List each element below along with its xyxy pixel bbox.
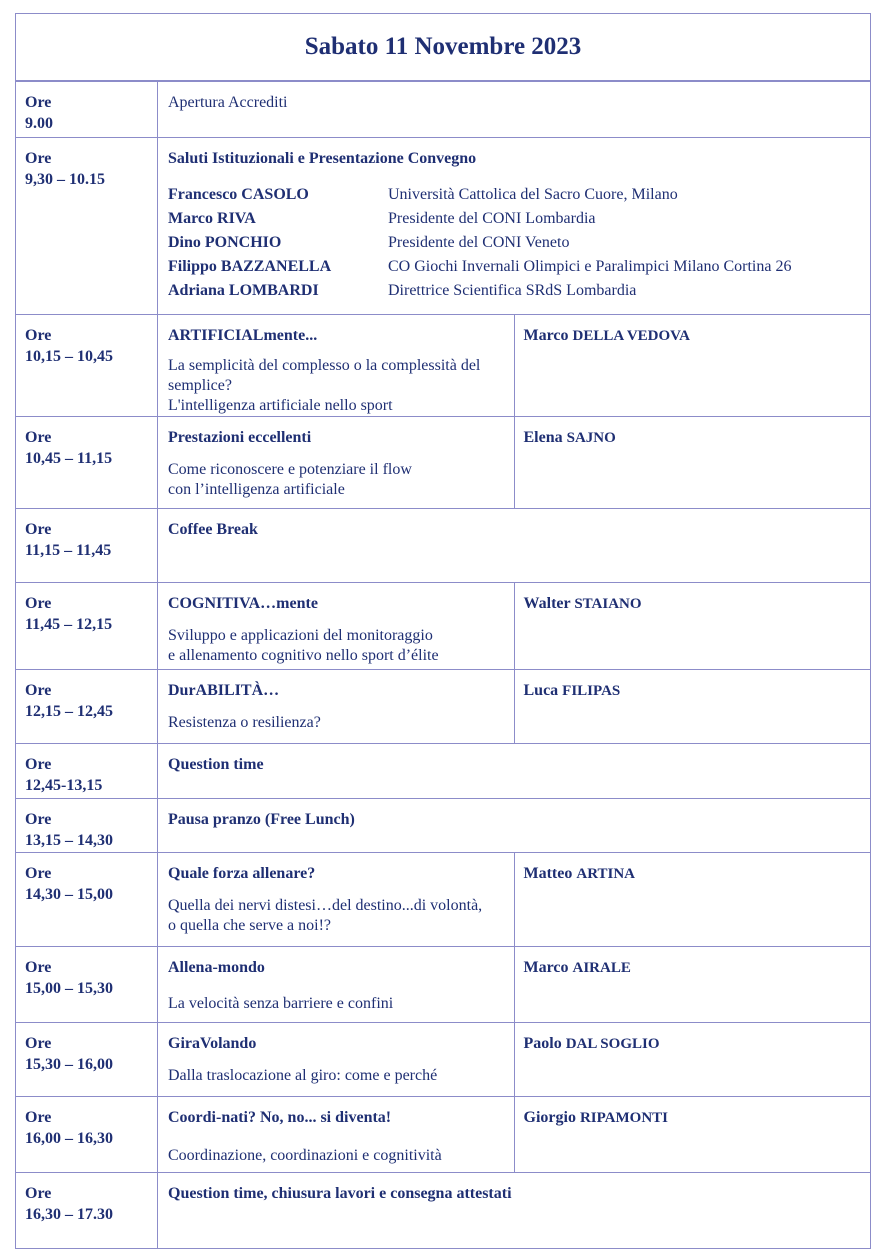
speaker-cell xyxy=(514,583,871,670)
session-cell xyxy=(158,315,515,417)
schedule-row xyxy=(16,1023,871,1097)
ore-label: Ore xyxy=(25,595,52,612)
speaker-role: Direttrice Scientifica SRdS Lombardia xyxy=(388,282,637,299)
schedule-row xyxy=(16,799,871,853)
description-line: con l’intelligenza artificiale xyxy=(168,481,345,498)
ore-label: Ore xyxy=(25,959,52,976)
speaker-last-name: DELLA VEDOVA xyxy=(572,328,690,344)
session-cell xyxy=(158,670,515,744)
speaker-first-name: Luca xyxy=(523,682,559,699)
session-cell xyxy=(158,1097,515,1173)
speaker-first-name: Marco xyxy=(523,959,569,976)
ore-label: Ore xyxy=(25,1185,52,1202)
speaker-list xyxy=(168,183,860,303)
session-title: Question time xyxy=(168,756,264,773)
speaker-first-name: Marco xyxy=(523,327,569,344)
speaker-first-name: Giorgio xyxy=(523,1109,576,1126)
description-line: Resistenza o resilienza? xyxy=(168,714,321,731)
description-line: Coordinazione, coordinazioni e cognitività xyxy=(168,1147,442,1164)
ore-label: Ore xyxy=(25,327,52,344)
page-title: Sabato 11 Novembre 2023 xyxy=(304,33,582,60)
speaker-role: CO Giochi Invernali Olimpici e Paralimpici Milano Cortina 26 xyxy=(388,258,792,275)
ore-label: Ore xyxy=(25,94,52,111)
speaker-name: Francesco CASOLO xyxy=(168,186,309,203)
session-title: Coordi-nati? No, no... si diventa! xyxy=(168,1109,392,1126)
time-label: 11,45 – 12,15 xyxy=(25,616,113,633)
schedule-table xyxy=(15,81,871,1249)
session-cell xyxy=(158,744,871,799)
session-cell xyxy=(158,138,871,315)
time-cell xyxy=(16,1023,158,1097)
time-label: 15,00 – 15,30 xyxy=(25,980,113,997)
speaker-cell xyxy=(514,670,871,744)
speaker-row xyxy=(168,207,860,231)
ore-label: Ore xyxy=(25,756,52,773)
ore-label: Ore xyxy=(25,682,52,699)
schedule-row xyxy=(16,138,871,315)
session-cell xyxy=(158,583,515,670)
session-title: ARTIFICIALmente... xyxy=(168,327,318,344)
ore-label: Ore xyxy=(25,865,52,882)
speaker-first-name: Walter xyxy=(523,595,571,612)
speaker-cell xyxy=(514,315,871,417)
session-cell xyxy=(158,82,871,138)
session-title: Question time, chiusura lavori e consegna attestati xyxy=(168,1185,512,1202)
time-label: 14,30 – 15,00 xyxy=(25,886,113,903)
description-line: La semplicità del complesso o la complessità del semplice? xyxy=(168,357,481,394)
time-cell xyxy=(16,799,158,853)
session-cell xyxy=(158,1173,871,1249)
session-description xyxy=(168,460,504,500)
speaker-role: Università Cattolica del Sacro Cuore, Milano xyxy=(388,186,678,203)
speaker-row xyxy=(168,279,860,303)
session-description xyxy=(168,994,504,1014)
schedule-row xyxy=(16,82,871,138)
schedule-body xyxy=(16,82,871,1249)
speaker-name: Dino PONCHIO xyxy=(168,234,282,251)
speaker-last-name: RIPAMONTI xyxy=(579,1110,668,1126)
title-row xyxy=(15,13,871,81)
schedule-row xyxy=(16,853,871,947)
schedule-row xyxy=(16,670,871,744)
schedule-row xyxy=(16,583,871,670)
speaker-last-name: AIRALE xyxy=(572,960,631,976)
session-title: Prestazioni eccellenti xyxy=(168,429,312,446)
description-line: La velocità senza barriere e confini xyxy=(168,995,394,1012)
time-cell xyxy=(16,583,158,670)
schedule-row xyxy=(16,417,871,509)
description-line: Sviluppo e applicazioni del monitoraggio xyxy=(168,627,433,644)
time-cell xyxy=(16,670,158,744)
schedule-row xyxy=(16,315,871,417)
schedule-row xyxy=(16,509,871,583)
time-cell xyxy=(16,947,158,1023)
time-label: 12,45-13,15 xyxy=(25,777,103,794)
speaker-cell xyxy=(514,853,871,947)
schedule-row xyxy=(16,744,871,799)
speaker-cell xyxy=(514,947,871,1023)
speaker-last-name: STAIANO xyxy=(574,596,642,612)
description-line: Dalla traslocazione al giro: come e perché xyxy=(168,1067,438,1084)
ore-label: Ore xyxy=(25,521,52,538)
session-title: Coffee Break xyxy=(168,521,258,538)
time-label: 9,30 – 10.15 xyxy=(25,171,105,188)
session-cell xyxy=(158,509,871,583)
schedule-row xyxy=(16,1097,871,1173)
session-cell xyxy=(158,947,515,1023)
speaker-cell xyxy=(514,417,871,509)
speaker-role: Presidente del CONI Veneto xyxy=(388,234,570,251)
session-description xyxy=(168,1146,504,1166)
speaker-row xyxy=(168,231,860,255)
description-line: e allenamento cognitivo nello sport d’élite xyxy=(168,647,439,664)
speaker-last-name: SAJNO xyxy=(566,430,616,446)
session-cell xyxy=(158,417,515,509)
session-cell xyxy=(158,1023,515,1097)
ore-label: Ore xyxy=(25,1109,52,1126)
time-cell xyxy=(16,853,158,947)
description-line: Quella dei nervi distesi…del destino...di volontà, xyxy=(168,897,483,914)
session-description xyxy=(168,626,504,666)
time-label: 12,15 – 12,45 xyxy=(25,703,113,720)
speaker-role: Presidente del CONI Lombardia xyxy=(388,210,596,227)
speaker-first-name: Paolo xyxy=(523,1035,562,1052)
ore-label: Ore xyxy=(25,811,52,828)
time-label: 11,15 – 11,45 xyxy=(25,542,112,559)
speaker-cell xyxy=(514,1023,871,1097)
session-description xyxy=(168,896,504,936)
session-cell xyxy=(158,799,871,853)
time-label: 16,30 – 17.30 xyxy=(25,1206,113,1223)
time-cell xyxy=(16,1097,158,1173)
description-line: o quella che serve a noi!? xyxy=(168,917,332,934)
speaker-row xyxy=(168,183,860,207)
session-description xyxy=(168,713,504,733)
session-title: Pausa pranzo (Free Lunch) xyxy=(168,811,355,828)
time-label: 9.00 xyxy=(25,115,53,132)
session-title: Allena-mondo xyxy=(168,959,265,976)
session-title: COGNITIVA…mente xyxy=(168,595,318,612)
speaker-name: Filippo BAZZANELLA xyxy=(168,258,332,275)
speaker-name: Adriana LOMBARDI xyxy=(168,282,319,299)
speaker-name: Marco RIVA xyxy=(168,210,256,227)
speaker-last-name: FILIPAS xyxy=(562,683,621,699)
time-cell xyxy=(16,509,158,583)
programme-sheet xyxy=(15,13,871,1249)
speaker-row xyxy=(168,255,860,279)
time-label: 13,15 – 14,30 xyxy=(25,832,113,849)
speaker-cell xyxy=(514,1097,871,1173)
session-description xyxy=(168,356,504,416)
description-line: Come riconoscere e potenziare il flow xyxy=(168,461,412,478)
time-cell xyxy=(16,417,158,509)
time-cell xyxy=(16,138,158,315)
session-title: DurABILITÀ… xyxy=(168,682,280,699)
description-line: L'intelligenza artificiale nello sport xyxy=(168,397,393,414)
time-cell xyxy=(16,1173,158,1249)
ore-label: Ore xyxy=(25,1035,52,1052)
speaker-first-name: Matteo xyxy=(523,865,573,882)
session-title: GiraVolando xyxy=(168,1035,257,1052)
speaker-first-name: Elena xyxy=(523,429,563,446)
session-title: Quale forza allenare? xyxy=(168,865,316,882)
session-description xyxy=(168,1066,504,1086)
time-label: 16,00 – 16,30 xyxy=(25,1130,113,1147)
schedule-row xyxy=(16,947,871,1023)
time-cell xyxy=(16,82,158,138)
session-title: Apertura Accrediti xyxy=(168,94,288,111)
time-label: 10,15 – 10,45 xyxy=(25,348,113,365)
schedule-row xyxy=(16,1173,871,1249)
session-cell xyxy=(158,853,515,947)
session-title: Saluti Istituzionali e Presentazione Convegno xyxy=(168,150,477,167)
time-cell xyxy=(16,315,158,417)
ore-label: Ore xyxy=(25,429,52,446)
speaker-last-name: ARTINA xyxy=(576,866,636,882)
speaker-last-name: DAL SOGLIO xyxy=(565,1036,660,1052)
time-cell xyxy=(16,744,158,799)
time-label: 10,45 – 11,15 xyxy=(25,450,113,467)
ore-label: Ore xyxy=(25,150,52,167)
time-label: 15,30 – 16,00 xyxy=(25,1056,113,1073)
